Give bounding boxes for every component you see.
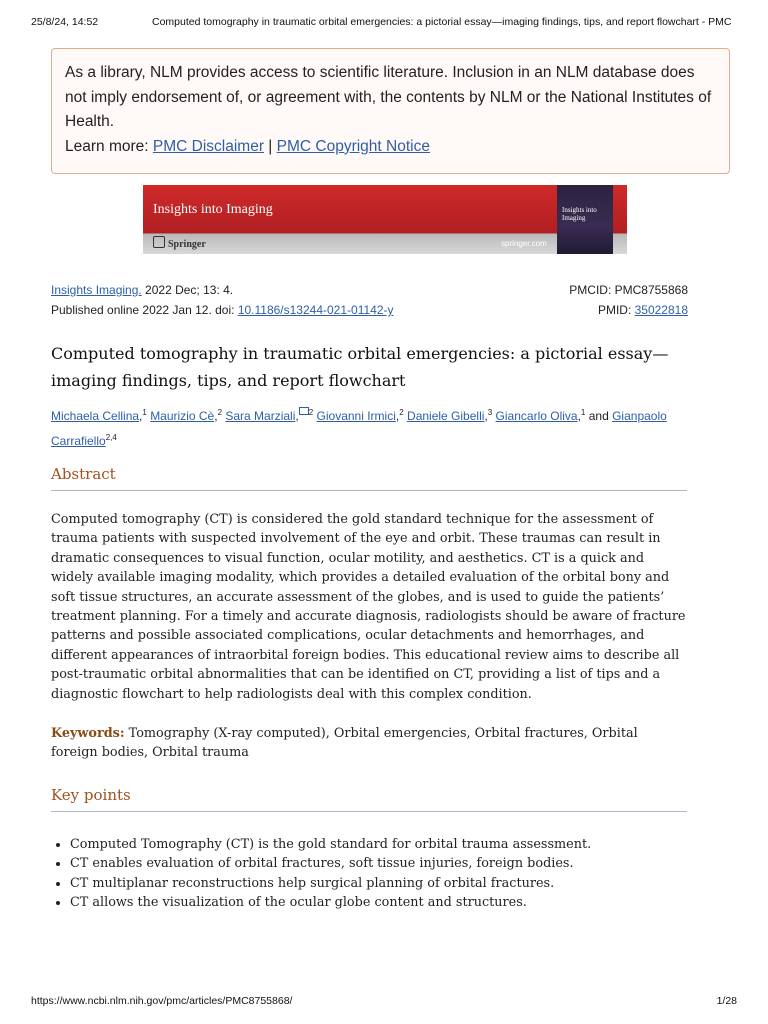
nlm-disclaimer-box [51, 48, 730, 174]
author-link[interactable]: Michaela Cellina [51, 409, 140, 423]
published-online-label: Published online 2022 Jan 12. doi: [51, 303, 238, 317]
list-item: • CT enables evaluation of orbital fractures, soft tissue injuries, foreign bodies. [70, 854, 706, 873]
pmc-disclaimer-link[interactable]: PMC Disclaimer [152, 137, 264, 155]
citation-date-volume: 2022 Dec; 13: 4. [141, 283, 234, 297]
authors-and: and [588, 409, 609, 423]
disclaimer-text: As a library, NLM provides access to scientific literature. Inclusion in an NLM database does not imply endorsement of, or agreement with, the contents by NLM or the National Institutes of Health. [65, 64, 712, 130]
link-separator: | [268, 137, 273, 155]
print-document-title: Computed tomography in traumatic orbital emergencies: a pictorial essay—imaging findings, tips, and report flowchart - PMC [152, 16, 732, 28]
abstract-text: Computed tomography (CT) is considered the gold standard technique for the assessment of trauma patients with suspected involvement of the eye and orbit. These traumas can result in dramatic consequences to visual function, ocular motility, and aesthetics. CT is a quick and widely available imaging modality, which provides a detailed evaluation of the orbital bony and soft tissue structures, an accurate assessment of the globes, and is used to guide the patients’ treatment planning. For a timely and accurate diagnosis, radiologists should be aware of fracture patterns and possible associated complications, ocular detachments and hemorrhages, and different appearances of intraorbital foreign bodies. This educational review aims to describe all post-traumatic orbital abnormalities that can be identified on CT, providing a list of tips and a diagnostic flowchart to help radiologists deal with this complex condition. [51, 512, 686, 702]
pmcid: PMCID: PMC8755868 [569, 283, 688, 297]
author-list: Michaela Cellina,$^1$ Maurizio Cè,$^2$ Sara Marziali, $^2$ Giovanni Irmici,$^2$ Daniele Gibelli,$^3$ Giancarlo Oliva,$^1$ and Gianpaolo Carrafiello$^{2,4}$ [51, 408, 667, 448]
author-link[interactable]: Maurizio Cè [150, 409, 215, 423]
keywords [51, 724, 687, 763]
print-header [31, 16, 737, 30]
citation-line [51, 283, 233, 297]
journal-banner[interactable] [143, 185, 627, 254]
springer-logo-icon [153, 236, 165, 248]
author-affiliation: 1 [142, 408, 147, 417]
keywords-label: Keywords: [51, 726, 125, 741]
print-date: 25/8/24, 14:52 [31, 16, 99, 28]
author-link[interactable]: Sara Marziali [225, 409, 296, 423]
pmid-link[interactable]: 35022818 [634, 303, 688, 317]
banner-url: springer.com [501, 239, 547, 248]
published-line [51, 303, 394, 317]
key-points-heading: Key points [51, 786, 687, 812]
page-number: 1/28 [716, 995, 737, 1007]
article-title: Computed tomography in traumatic orbital emergencies: a pictorial essay—imaging findings, tips, and report flowchart [51, 344, 669, 390]
cover-title: Insights into Imaging [562, 206, 597, 222]
list-item: • Computed Tomography (CT) is the gold standard for orbital trauma assessment. [70, 835, 706, 854]
journal-cover-image [557, 185, 613, 254]
author-affiliation: 1 [580, 408, 586, 417]
doi-link[interactable]: 10.1186/s13244-021-01142-y [237, 303, 394, 317]
list-item: • CT allows the visualization of the ocular globe content and structures. [70, 893, 706, 912]
list-item: • CT multiplanar reconstructions help surgical planning of orbital fractures. [70, 874, 706, 893]
author-affiliation: 3 [487, 408, 493, 417]
banner-publisher-name: Springer [168, 239, 206, 250]
pmc-copyright-notice-link[interactable]: PMC Copyright Notice [276, 137, 430, 155]
pmid-label: PMID: [597, 303, 635, 317]
abstract-heading: Abstract [51, 465, 687, 491]
keywords-list: Tomography (X-ray computed), Orbital emergencies, Orbital fractures, Orbital foreign bodies, Orbital trauma [51, 726, 638, 761]
author-link[interactable]: Daniele Gibelli [407, 409, 485, 423]
author-link[interactable]: Giovanni Irmici [316, 409, 396, 423]
author-affiliation: 2,4 [105, 433, 117, 442]
print-footer [31, 995, 737, 1009]
learn-more-label: Learn more: [65, 137, 149, 155]
journal-link[interactable]: Insights Imaging. [51, 283, 142, 297]
key-points-list [51, 835, 706, 913]
author-affiliation: 2 [308, 408, 314, 417]
print-url: https://www.ncbi.nlm.nih.gov/pmc/articles/PMC8755868/ [31, 995, 293, 1007]
pmid-line [598, 303, 688, 317]
email-icon[interactable] [299, 407, 309, 415]
author-link[interactable]: Gianpaolo Carrafiello [51, 409, 667, 448]
author-affiliation: 2 [217, 408, 223, 417]
disclaimer-links [65, 135, 716, 160]
author-link[interactable]: Giancarlo Oliva [495, 409, 578, 423]
author-affiliation: 2 [399, 408, 404, 417]
banner-journal-title: Insights into Imaging [153, 202, 273, 217]
banner-publisher [153, 236, 206, 250]
